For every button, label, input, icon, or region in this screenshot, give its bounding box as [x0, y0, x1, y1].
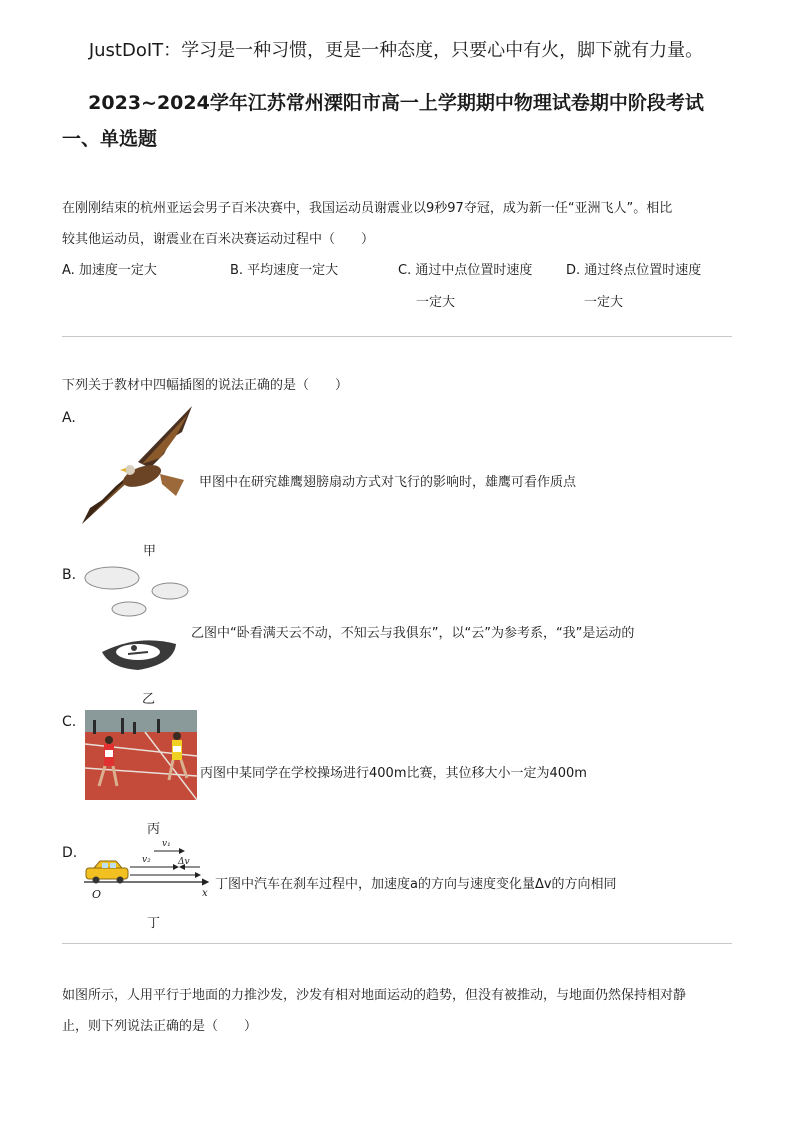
q2-option-c-text: 丙图中某同学在学校操场进行400m比赛，其位移大小一定为400m [200, 766, 587, 781]
caption-yi: 乙 [142, 692, 156, 707]
q2-option-d-text: 丁图中汽车在刹车过程中，加速度a的方向与速度变化量Δv的方向相同 [215, 877, 617, 892]
caption-jia: 甲 [143, 544, 157, 559]
divider [62, 336, 732, 337]
motto: JustDoIT：学习是一种习惯，更是一种态度，只要心中有火，脚下就有力量。 [88, 40, 704, 61]
q2-option-a-text: 甲图中在研究雄鹰翅膀扇动方式对飞行的影响时，雄鹰可看作质点 [199, 475, 577, 490]
label-v1: v₁ [162, 839, 171, 849]
clouds-boat-image [82, 562, 194, 682]
q3-stem-line1: 如图所示，人用平行于地面的力推沙发，沙发有相对地面运动的趋势，但没有被推动，与地面仍然保持相对静 [62, 988, 687, 1003]
q3-stem-line2: 止，则下列说法正确的是（ ） [62, 1019, 258, 1034]
label-x-axis: x [202, 888, 208, 899]
divider [62, 943, 732, 944]
car-velocity-diagram [80, 834, 214, 900]
q1-option-b: B. 平均速度一定大 [230, 263, 339, 278]
runners-image [85, 710, 197, 800]
q2-option-c-letter: C. [62, 714, 77, 730]
label-dv: Δv [178, 857, 190, 867]
q2-option-b-letter: B. [62, 567, 77, 583]
caption-ding: 丁 [147, 916, 161, 931]
section-heading: 一、单选题 [62, 128, 158, 150]
q1-option-d-cont: 一定大 [584, 295, 624, 310]
caption-bing: 丙 [147, 822, 161, 837]
q1-stem-line1: 在刚刚结束的杭州亚运会男子百米决赛中，我国运动员谢震业以9秒97夺冠，成为新一任“亚洲飞人”。相比 [62, 201, 673, 216]
q2-stem: 下列关于教材中四幅插图的说法正确的是（ ） [62, 378, 349, 393]
eagle-image [80, 402, 196, 530]
q1-option-c: C. 通过中点位置时速度 [398, 263, 533, 278]
label-v2: v₂ [142, 855, 151, 865]
q1-option-a: A. 加速度一定大 [62, 263, 157, 278]
q2-option-b-text: 乙图中“卧看满天云不动，不知云与我俱东”，以“云”为参考系，“我”是运动的 [191, 626, 635, 641]
q2-option-a-letter: A. [62, 410, 76, 426]
page-title: 2023~2024学年江苏常州溧阳市高一上学期期中物理试卷期中阶段考试 [88, 92, 704, 114]
q1-option-c-cont: 一定大 [416, 295, 456, 310]
q1-option-d: D. 通过终点位置时速度 [566, 263, 702, 278]
q1-stem-line2: 较其他运动员，谢震业在百米决赛运动过程中（ ） [62, 232, 375, 247]
q2-option-d-letter: D. [62, 845, 78, 861]
label-origin: O [92, 888, 102, 900]
